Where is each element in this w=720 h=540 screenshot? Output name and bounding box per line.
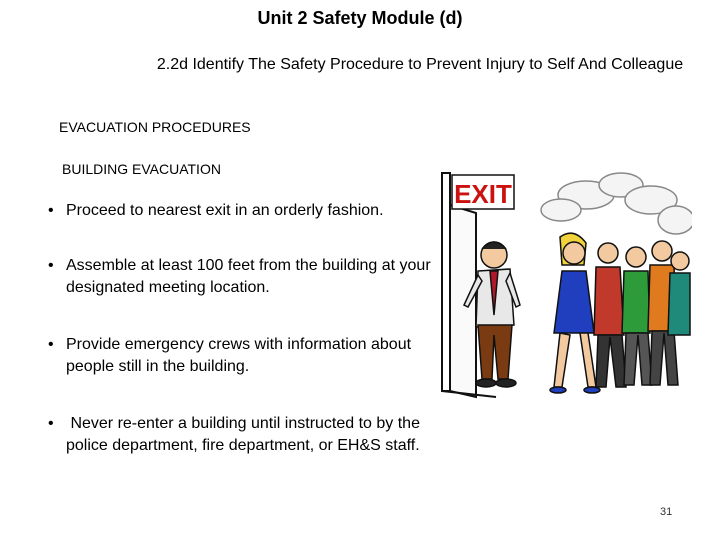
evacuation-illustration bbox=[436, 165, 692, 411]
bullet-item bbox=[48, 413, 438, 457]
bullet-dot: • bbox=[48, 257, 54, 274]
sub-heading: BUILDING EVACUATION bbox=[62, 161, 221, 177]
page-number: 31 bbox=[660, 506, 673, 518]
bullet-text: Proceed to nearest exit in an orderly fashion. bbox=[66, 202, 384, 219]
bullet-dot: • bbox=[48, 202, 54, 219]
slide-title: Unit 2 Safety Module (d) bbox=[257, 8, 463, 28]
bullet-item bbox=[48, 334, 438, 378]
bullet-text: Provide emergency crews with information about people still in the building. bbox=[66, 336, 412, 375]
bullet-list bbox=[48, 200, 438, 457]
bullet-text: Never re-enter a building until instructed to by the police department, fire department, or EH&S staff. bbox=[66, 415, 425, 454]
section-heading: EVACUATION PROCEDURES bbox=[59, 119, 251, 135]
bullet-item bbox=[48, 255, 438, 299]
woman-figure bbox=[550, 233, 600, 393]
smoke-cloud bbox=[541, 173, 692, 234]
crowd-figures bbox=[594, 241, 690, 387]
slide-subtitle: 2.2d Identify The Safety Procedure to Prevent Injury to Self And Colleague bbox=[156, 56, 684, 73]
bullet-item bbox=[48, 200, 438, 222]
exit-sign bbox=[452, 175, 514, 209]
exit-sign-text: EXIT bbox=[454, 179, 512, 209]
bullet-text: Assemble at least 100 feet from the building at your designated meeting location. bbox=[66, 257, 431, 296]
bullet-dot: • bbox=[48, 415, 54, 432]
bullet-dot: • bbox=[48, 336, 54, 353]
